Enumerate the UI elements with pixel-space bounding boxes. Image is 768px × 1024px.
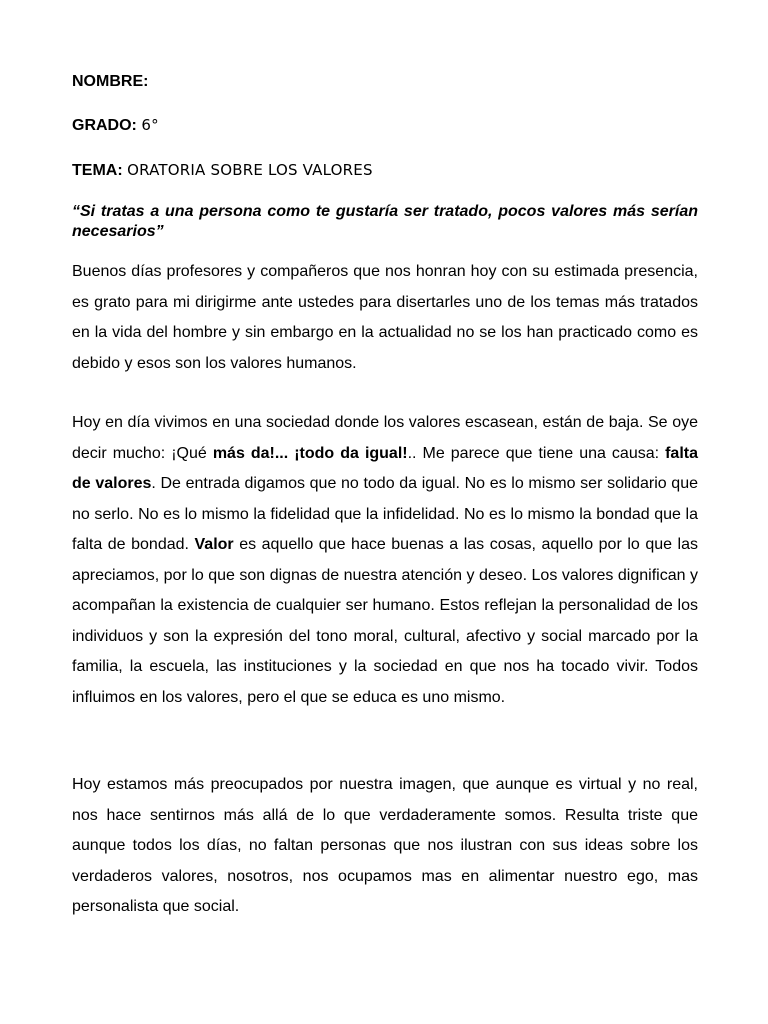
- tema-value: ORATORIA SOBRE LOS VALORES: [127, 161, 373, 179]
- emphasis-text: Valor: [194, 536, 234, 553]
- paragraph-text: . De entrada digamos que no todo da igual. No es lo mismo ser solidario que no serlo. No es lo mismo la fidelidad que la infidelidad. No es lo mismo la bondad que la falta de bondad.: [72, 475, 699, 553]
- paragraph-text: Hoy en día vivimos en una sociedad donde los valores escasean, están de baja. Se oye decir mucho: ¡Qué: [72, 414, 698, 462]
- paragraph-values: [72, 408, 698, 713]
- paragraph-intro: Buenos días profesores y compañeros que nos honran hoy con su estimada presencia, es grato para mi dirigirme ante ustedes para disertarles uno de los temas más tratados en la vida del hombre y sin embargo en la actualidad no se los han practicado como es debido y esos son los valores humanos.: [72, 263, 698, 372]
- epigraph-quote: “Si tratas a una persona como te gustaría ser tratado, pocos valores más serían necesarios”: [72, 203, 698, 240]
- paragraph-text: es aquello que hace buenas a las cosas, aquello por lo que las apreciamos, por lo que son dignas de nuestra atención y deseo. Los valores dignifican y acompañan la existencia de cualquier ser humano. Estos reflejan la personalidad de los individuos y son la expresión del tono moral, cultural, afectivo y social marcado por la familia, la escuela, las instituciones y la sociedad en que nos ha tocado vivir. Todos influimos en los valores, pero el que se educa es uno mismo.: [72, 536, 699, 706]
- nombre-field: [72, 71, 148, 92]
- emphasis-text: más da!... ¡todo da igual!: [212, 444, 408, 462]
- grado-label: GRADO:: [72, 117, 137, 134]
- grado-value: 6°: [141, 116, 159, 134]
- grado-field: [72, 115, 159, 136]
- tema-label: TEMA:: [72, 162, 123, 179]
- nombre-label: NOMBRE:: [72, 73, 149, 90]
- paragraph-image: Hoy estamos más preocupados por nuestra imagen, que aunque es virtual y no real, nos hace sentirnos más allá de lo que verdaderamente somos. Resulta triste que aunque todos los días, no faltan personas que nos ilustran con sus ideas sobre los verdaderos valores, nosotros, nos ocupamos mas en alimentar nuestro ego, mas personalista que social.: [72, 776, 698, 915]
- paragraph-text: .. Me parece que tiene una causa:: [407, 444, 666, 462]
- tema-field: [72, 160, 373, 181]
- emphasis-text: falta de valores: [72, 444, 698, 492]
